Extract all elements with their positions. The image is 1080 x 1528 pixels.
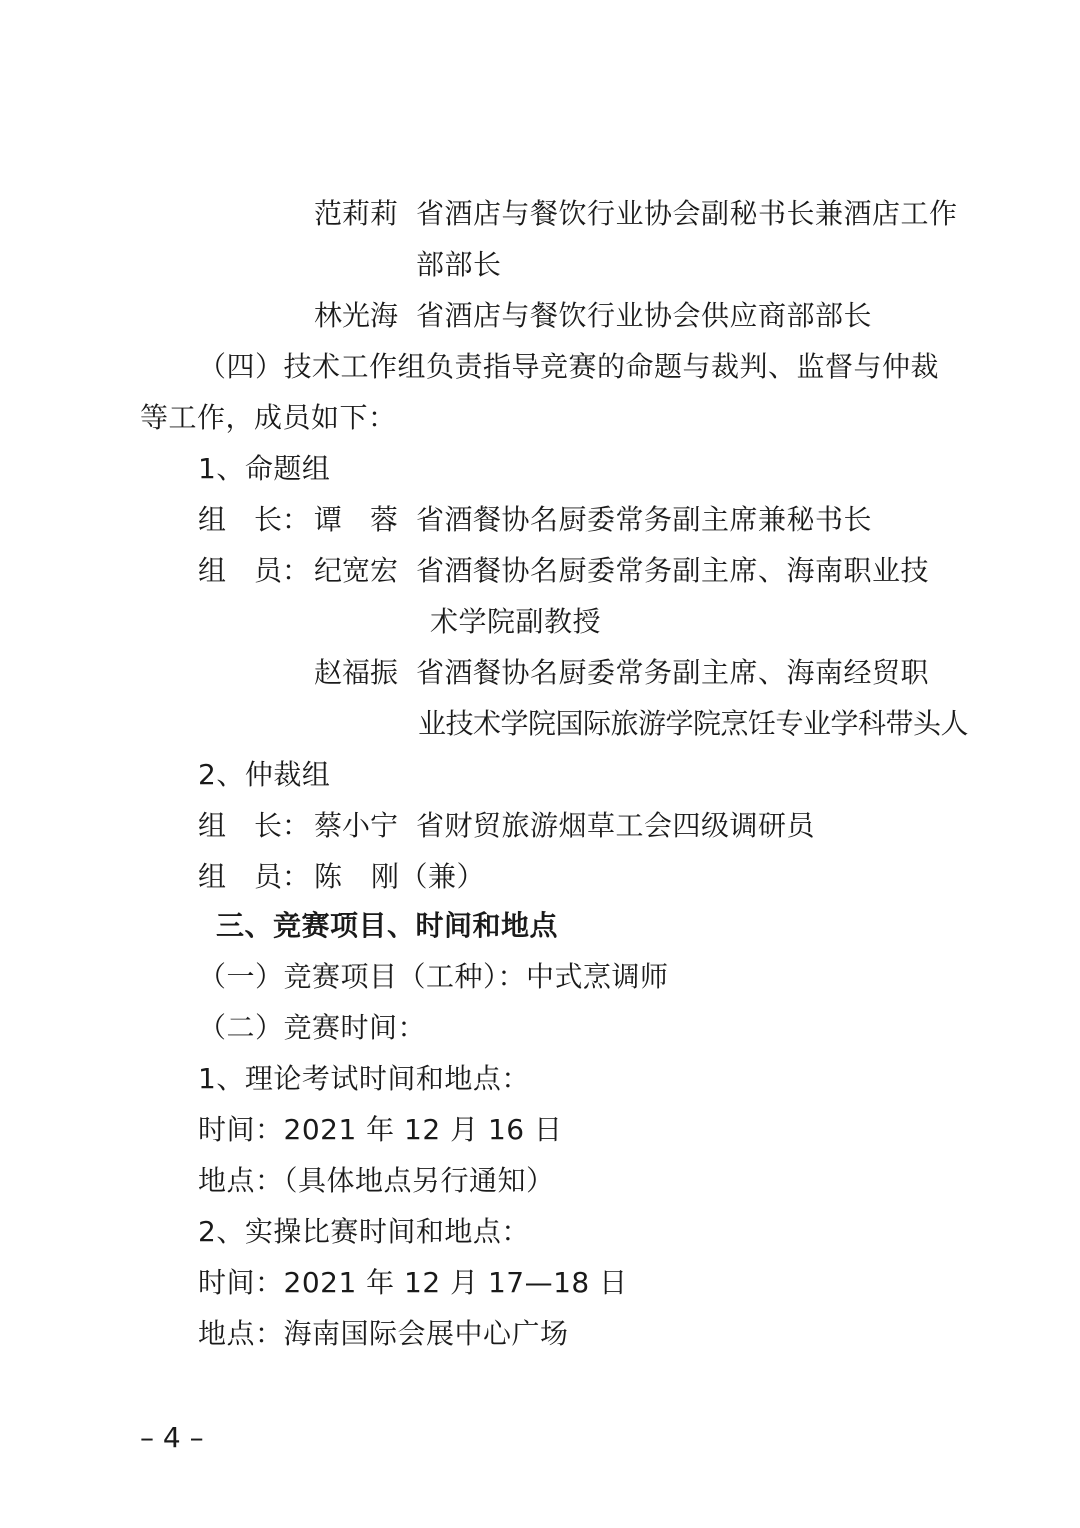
proposition-group-heading: 1、命题组 bbox=[198, 452, 331, 485]
group-leader-label: 组 长： bbox=[198, 809, 311, 842]
arbitration-group-heading: 2、仲裁组 bbox=[198, 758, 331, 791]
group-leader-label: 组 长： bbox=[198, 503, 311, 536]
theory-exam-heading: 1、理论考试时间和地点： bbox=[198, 1062, 530, 1095]
group-member-text: 陈 刚（兼） bbox=[314, 860, 486, 893]
section-four-paragraph-continued: 等工作，成员如下： bbox=[140, 401, 397, 434]
member-title: 省酒店与餐饮行业协会供应商部部长 bbox=[416, 299, 873, 332]
member-name: 林光海 bbox=[314, 299, 399, 332]
practical-exam-time: 时间：2021 年 12 月 17—18 日 bbox=[198, 1266, 628, 1299]
member-name: 范莉莉 bbox=[314, 197, 399, 230]
group-member-title: 省酒餐协名厨委常务副主席、海南职业技 bbox=[416, 554, 930, 587]
group-member-title-continued: 业技术学院国际旅游学院烹饪专业学科带头人 bbox=[418, 707, 969, 740]
member-title-continued: 部部长 bbox=[416, 248, 502, 281]
group-member-name: 赵福振 bbox=[314, 656, 399, 689]
practical-exam-heading: 2、实操比赛时间和地点： bbox=[198, 1215, 530, 1248]
section-four-paragraph: （四）技术工作组负责指导竞赛的命题与裁判、监督与仲裁 bbox=[198, 350, 940, 383]
member-title: 省酒店与餐饮行业协会副秘书长兼酒店工作 bbox=[416, 197, 958, 230]
practical-exam-place: 地点：海南国际会展中心广场 bbox=[198, 1317, 569, 1350]
group-member-name: 纪宽宏 bbox=[314, 554, 399, 587]
group-member-title: 省酒餐协名厨委常务副主席、海南经贸职 bbox=[416, 656, 930, 689]
theory-exam-time: 时间：2021 年 12 月 16 日 bbox=[198, 1113, 563, 1146]
group-member-label: 组 员： bbox=[198, 554, 311, 587]
group-leader-title: 省财贸旅游烟草工会四级调研员 bbox=[416, 809, 816, 842]
competition-item: （一）竞赛项目（工种）：中式烹调师 bbox=[198, 960, 669, 993]
group-leader-name: 谭 蓉 bbox=[314, 503, 399, 536]
group-member-title-continued: 术学院副教授 bbox=[430, 605, 602, 638]
group-leader-name: 蔡小宁 bbox=[314, 809, 399, 842]
page-number: – 4 – bbox=[140, 1421, 204, 1454]
group-leader-title: 省酒餐协名厨委常务副主席兼秘书长 bbox=[416, 503, 873, 536]
section-three-heading: 三、竞赛项目、时间和地点 bbox=[216, 909, 559, 942]
group-member-label: 组 员： bbox=[198, 860, 311, 893]
theory-exam-place: 地点：（具体地点另行通知） bbox=[198, 1164, 555, 1197]
competition-time-heading: （二）竞赛时间： bbox=[198, 1011, 427, 1044]
